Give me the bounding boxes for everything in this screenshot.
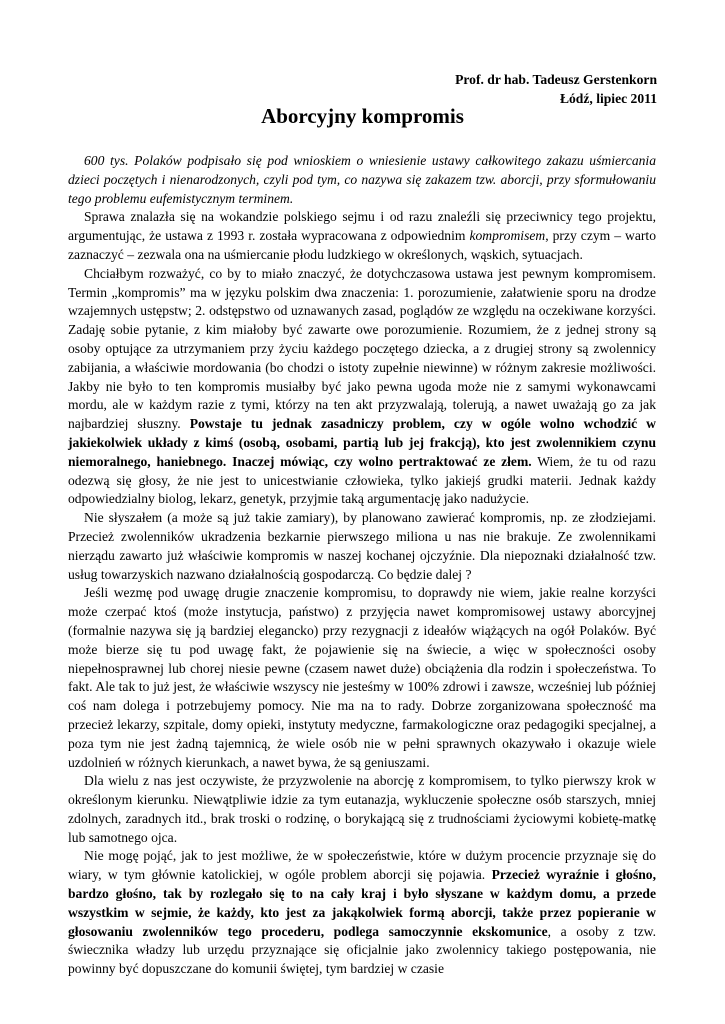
- emphasis-kompromisem: kompromisem: [469, 228, 546, 244]
- paragraph-6: Dla wielu z nas jest oczywiste, że przyzwolenie na aborcję z kompromisem, to tylko pierwszy krok w określonym kierunku. Niewątpliwie idzie za tym eutanazja, wykluczenie społeczne osób starszych, mniej zdolnych, zaradnych itd., brak troski o rodzinę, o borykającą się z trudnościami życiowymi kobietę-matkę lub samotnego ojca.: [68, 773, 656, 845]
- lede-paragraph: 600 tys. Polaków podpisało się pod wnioskiem o wniesienie ustawy całkowitego zakazu uśmiercania dzieci poczętych i nienarodzonych, czyli pod tym, co nazywa się zakazem tzw. aborcji, przy sformułowaniu tego problemu eufemistycznym terminem.: [68, 153, 656, 206]
- paragraph-3: Chciałbym rozważyć, co by to miało znaczyć, że dotychczasowa ustawa jest pewnym kompromisem. Termin „kompromis” ma w języku polskim dwa znaczenia: 1. porozumienie, załatwienie sporu na drodze wzajemnych ustępstw; 2. odstępstwo od uznawanych zasad, poglądów ze względu na oczekiwane korzyści. Zadaję sobie pytanie, z kim miałoby być zawarte owe porozumienie. Rozumiem, że z jednej strony są osoby optujące za utrzymaniem przy życiu każdego poczętego dziecka, a z drugiej strony są zwolennicy zabijania, a właściwie mordowania (bo chodzi o istoty zupełnie niewinne) w różnym zakresie możliwości. Jakby nie było to ten kompromis musiałby być jako pewna ugoda może nie z samymi wykonawcami mordu, ale w każdym razie z tymi, którzy na ten akt przyzwalają, tolerują, a nawet uważają go za jak najbardziej słuszny. Powstaje tu jednak zasadniczy problem, czy w ogóle wolno wchodzić w jakiekolwiek układy z kimś (osobą, osobami, partią lub jej frakcją), kto jest zwolennikiem czynu niemoralnego, haniebnego. Inaczej mówiąc, czy wolno pertraktować ze złem. Wiem, że tu od razu odezwą się głosy, że nie jest to unicestwianie człowieka, tylko jakiejś grudki materii. Jednak każdy odpowiedzialny biolog, lekarz, genetyk, przyjmie taką argumentację jako nadużycie.: [68, 265, 656, 507]
- bold-passage-2: Przecież wyraźnie i głośno, bardzo głośno, tak by rozlegało się to na cały kraj i było słyszane w każdym domu, a przede wszystkim w sejmie, że każdy, kto jest za jakąkolwiek formą aborcji, także przez popieranie w głosowaniu zwolenników tego procederu, podlega samoczynnie ekskomunice: [68, 867, 656, 939]
- article-body: [68, 152, 656, 979]
- place-date: Łódź, lipiec 2011: [559, 91, 657, 106]
- bold-passage-1: Powstaje tu jednak zasadniczy problem, czy w ogóle wolno wchodzić w jakiekolwiek układy z kimś (osobą, osobami, partią lub jej frakcją), kto jest zwolennikiem czynu niemoralnego, haniebnego. Inaczej mówiąc, czy wolno pertraktować ze złem.: [68, 416, 656, 469]
- paragraph-7: Nie mogę pojąć, jak to jest możliwe, że w społeczeństwie, które w dużym procencie przyznaje się do wiary, w tym głównie katolickiej, w ogóle problem aborcji się pojawia. Przecież wyraźnie i głośno, bardzo głośno, tak by rozlegało się to na cały kraj i było słyszane w każdym domu, a przede wszystkim w sejmie, że każdy, kto jest za jakąkolwiek formą aborcji, także przez popieranie w głosowaniu zwolenników tego procederu, podlega samoczynnie ekskomunice, a osoby z tzw. świecznika władzy lub urzędu przyznające się oficjalnie jako zwolennicy takiego postępowania, nie powinny być dopuszczane do komunii świętej, tym bardziej w czasie: [68, 848, 656, 977]
- author: Prof. dr hab. Tadeusz Gerstenkorn: [455, 72, 657, 87]
- page-title: Aborcyjny kompromis: [261, 104, 464, 128]
- paragraph-4: Nie słyszałem (a może są już takie zamiary), by planowano zawierać kompromis, np. ze złodziejami. Przecież zwolenników ukradzenia bezkarnie pierwszego miliona u nas nie brakuje. Ze zwolennikami nierządu zawarto już właściwie kompromis w naszej kochanej ojczyźnie. Dla niepoznaki działalność tzw. usług towarzyskich nazwano działalnością gospodarczą. Co będzie dalej ?: [68, 510, 656, 582]
- paragraph-5: Jeśli wezmę pod uwagę drugie znaczenie kompromisu, to doprawdy nie wiem, jakie realne korzyści może czerpać ktoś (może instytucja, państwo) z przyjęcia nawet kompromisowej ustawy aborcyjnej (formalnie nazywa się ją bardziej elegancko) przy rezygnacji z ideałów wiążących na ogół Polaków. Być może bierze się tu pod uwagę fakt, że pojawienie się na świecie, a więc w społeczności osoby niepełnosprawnej lub chorej niesie pewne (czasem nawet duże) obciążenia dla rodzin i społeczeństwa. To fakt. Ale tak to już jest, że właściwie wszyscy nie jesteśmy w 100% zdrowi i zawsze, wcześniej lub później coś nam dolega i potrzebujemy pomocy. Nie ma na to rady. Dobrze zorganizowana społeczność ma przecież lekarzy, szpitale, domy opieki, instytuty medyczne, farmakologiczne oraz pedagogiki specjalnej, a poza tym nie jest żadną tajemnicą, że wiele osób nie w pełni sprawnych okazywało i okazuje wiele uzdolnień w różnych kierunkach, a nawet bywa, że są geniuszami.: [68, 585, 656, 770]
- paragraph-2: Sprawa znalazła się na wokandzie polskiego sejmu i od razu znaleźli się przeciwnicy tego projektu, argumentując, że ustawa z 1993 r. została wypracowana z odpowiednim kompromisem, przy czym – warto zaznaczyć – zezwala ona na uśmiercanie płodu ludzkiego w określonych, wąskich, sytuacjach.: [68, 209, 656, 262]
